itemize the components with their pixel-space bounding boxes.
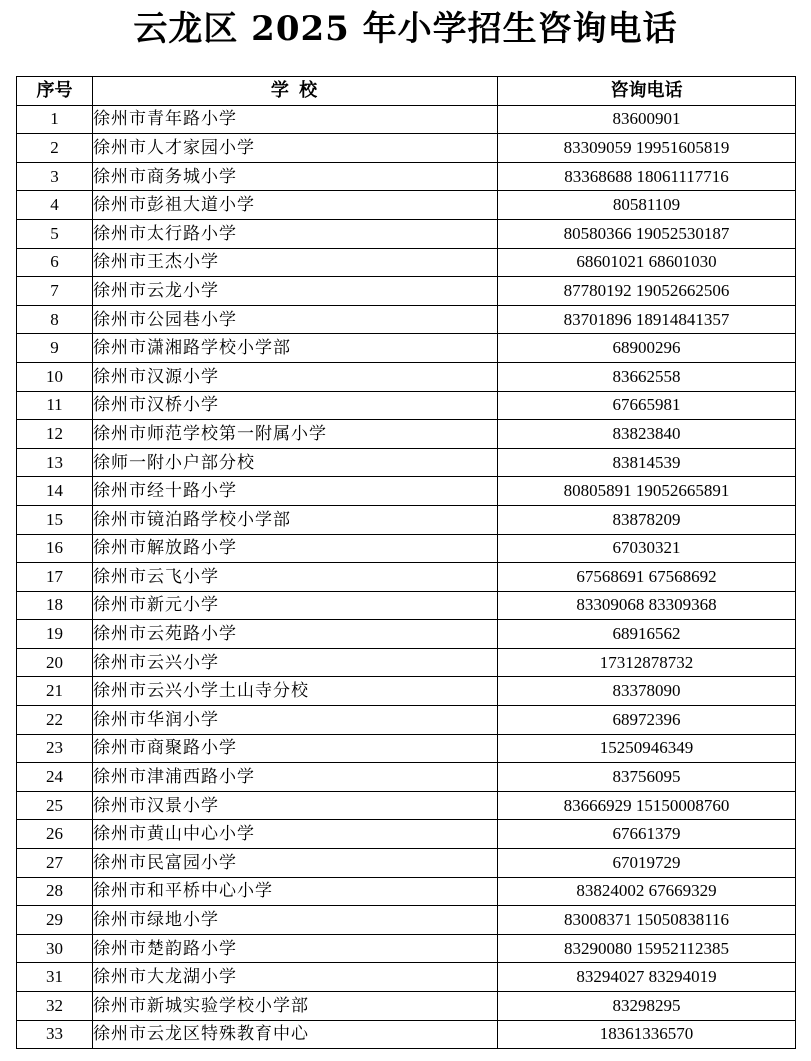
phone-number: 83662558 <box>498 362 796 391</box>
phone-number: 80580366 19052530187 <box>498 219 796 248</box>
table-row <box>17 134 796 163</box>
school-name: 徐州市人才家园小学 <box>93 134 498 163</box>
table-row <box>17 934 796 963</box>
row-index: 18 <box>17 591 93 620</box>
school-name: 徐州市云龙小学 <box>93 277 498 306</box>
table-row <box>17 706 796 735</box>
row-index: 20 <box>17 648 93 677</box>
school-phone-table <box>16 76 796 1049</box>
table-row <box>17 391 796 420</box>
table-row <box>17 162 796 191</box>
phone-number: 83666929 15150008760 <box>498 791 796 820</box>
table-header-row <box>17 77 796 106</box>
row-index: 29 <box>17 906 93 935</box>
school-name: 徐州市大龙湖小学 <box>93 963 498 992</box>
row-index: 13 <box>17 448 93 477</box>
school-name: 徐州市云兴小学土山寺分校 <box>93 677 498 706</box>
phone-number: 83290080 15952112385 <box>498 934 796 963</box>
phone-number: 83378090 <box>498 677 796 706</box>
page-title: 云龙区 2025 年小学招生咨询电话 <box>133 9 678 49</box>
school-name: 徐师一附小户部分校 <box>93 448 498 477</box>
table-row <box>17 906 796 935</box>
row-index: 3 <box>17 162 93 191</box>
row-index: 16 <box>17 534 93 563</box>
table-row <box>17 505 796 534</box>
table-row <box>17 420 796 449</box>
row-index: 9 <box>17 334 93 363</box>
school-name: 徐州市和平桥中心小学 <box>93 877 498 906</box>
row-index: 2 <box>17 134 93 163</box>
phone-number: 67568691 67568692 <box>498 563 796 592</box>
row-index: 28 <box>17 877 93 906</box>
row-index: 24 <box>17 763 93 792</box>
row-index: 6 <box>17 248 93 277</box>
school-name: 徐州市彭祖大道小学 <box>93 191 498 220</box>
header-phone: 咨询电话 <box>498 77 796 106</box>
phone-number: 83814539 <box>498 448 796 477</box>
table-row <box>17 305 796 334</box>
school-name: 徐州市汉景小学 <box>93 791 498 820</box>
row-index: 11 <box>17 391 93 420</box>
school-name: 徐州市云龙区特殊教育中心 <box>93 1020 498 1049</box>
row-index: 17 <box>17 563 93 592</box>
school-name: 徐州市黄山中心小学 <box>93 820 498 849</box>
row-index: 25 <box>17 791 93 820</box>
phone-number: 83600901 <box>498 105 796 134</box>
phone-number: 83701896 18914841357 <box>498 305 796 334</box>
school-name: 徐州市解放路小学 <box>93 534 498 563</box>
row-index: 10 <box>17 362 93 391</box>
table-row <box>17 362 796 391</box>
phone-number: 83878209 <box>498 505 796 534</box>
phone-number: 83298295 <box>498 992 796 1021</box>
phone-number: 83756095 <box>498 763 796 792</box>
school-name: 徐州市公园巷小学 <box>93 305 498 334</box>
school-name: 徐州市商务城小学 <box>93 162 498 191</box>
phone-number: 83824002 67669329 <box>498 877 796 906</box>
row-index: 1 <box>17 105 93 134</box>
table-row <box>17 648 796 677</box>
table-row <box>17 334 796 363</box>
phone-number: 80581109 <box>498 191 796 220</box>
table-row <box>17 191 796 220</box>
phone-number: 67030321 <box>498 534 796 563</box>
row-index: 22 <box>17 706 93 735</box>
school-name: 徐州市楚韵路小学 <box>93 934 498 963</box>
phone-number: 83823840 <box>498 420 796 449</box>
phone-number: 87780192 19052662506 <box>498 277 796 306</box>
header-school: 学 校 <box>93 77 498 106</box>
school-name: 徐州市华润小学 <box>93 706 498 735</box>
table-row <box>17 591 796 620</box>
phone-number: 68972396 <box>498 706 796 735</box>
phone-number: 80805891 19052665891 <box>498 477 796 506</box>
school-name: 徐州市青年路小学 <box>93 105 498 134</box>
table-row <box>17 219 796 248</box>
school-name: 徐州市新城实验学校小学部 <box>93 992 498 1021</box>
row-index: 23 <box>17 734 93 763</box>
table-row <box>17 248 796 277</box>
row-index: 15 <box>17 505 93 534</box>
table-row <box>17 277 796 306</box>
row-index: 33 <box>17 1020 93 1049</box>
phone-number: 68601021 68601030 <box>498 248 796 277</box>
school-name: 徐州市太行路小学 <box>93 219 498 248</box>
school-name: 徐州市王杰小学 <box>93 248 498 277</box>
phone-number: 83008371 15050838116 <box>498 906 796 935</box>
school-name: 徐州市云兴小学 <box>93 648 498 677</box>
table-row <box>17 477 796 506</box>
table-row <box>17 763 796 792</box>
phone-number: 67665981 <box>498 391 796 420</box>
row-index: 4 <box>17 191 93 220</box>
school-name: 徐州市民富园小学 <box>93 849 498 878</box>
row-index: 8 <box>17 305 93 334</box>
school-name: 徐州市新元小学 <box>93 591 498 620</box>
table-row <box>17 849 796 878</box>
table-row <box>17 1020 796 1049</box>
table-row <box>17 677 796 706</box>
school-name: 徐州市津浦西路小学 <box>93 763 498 792</box>
row-index: 7 <box>17 277 93 306</box>
row-index: 12 <box>17 420 93 449</box>
header-index: 序号 <box>17 77 93 106</box>
row-index: 14 <box>17 477 93 506</box>
school-name: 徐州市镜泊路学校小学部 <box>93 505 498 534</box>
phone-number: 18361336570 <box>498 1020 796 1049</box>
table-row <box>17 734 796 763</box>
phone-number: 68916562 <box>498 620 796 649</box>
table-row <box>17 992 796 1021</box>
phone-number: 83368688 18061117716 <box>498 162 796 191</box>
phone-number: 15250946349 <box>498 734 796 763</box>
school-name: 徐州市云飞小学 <box>93 563 498 592</box>
school-name: 徐州市汉桥小学 <box>93 391 498 420</box>
row-index: 21 <box>17 677 93 706</box>
table-body <box>17 105 796 1049</box>
phone-number: 67019729 <box>498 849 796 878</box>
row-index: 19 <box>17 620 93 649</box>
phone-number: 83309068 83309368 <box>498 591 796 620</box>
school-name: 徐州市绿地小学 <box>93 906 498 935</box>
row-index: 27 <box>17 849 93 878</box>
table-row <box>17 448 796 477</box>
table-row <box>17 963 796 992</box>
row-index: 31 <box>17 963 93 992</box>
phone-number: 17312878732 <box>498 648 796 677</box>
table-row <box>17 791 796 820</box>
phone-number: 67661379 <box>498 820 796 849</box>
school-name: 徐州市师范学校第一附属小学 <box>93 420 498 449</box>
row-index: 26 <box>17 820 93 849</box>
school-name: 徐州市经十路小学 <box>93 477 498 506</box>
phone-number: 83309059 19951605819 <box>498 134 796 163</box>
row-index: 32 <box>17 992 93 1021</box>
row-index: 30 <box>17 934 93 963</box>
school-name: 徐州市商聚路小学 <box>93 734 498 763</box>
table-row <box>17 563 796 592</box>
table-row <box>17 620 796 649</box>
table-row <box>17 534 796 563</box>
table-row <box>17 105 796 134</box>
school-name: 徐州市潇湘路学校小学部 <box>93 334 498 363</box>
table-row <box>17 877 796 906</box>
row-index: 5 <box>17 219 93 248</box>
phone-number: 68900296 <box>498 334 796 363</box>
school-name: 徐州市汉源小学 <box>93 362 498 391</box>
table-row <box>17 820 796 849</box>
phone-number: 83294027 83294019 <box>498 963 796 992</box>
school-name: 徐州市云苑路小学 <box>93 620 498 649</box>
